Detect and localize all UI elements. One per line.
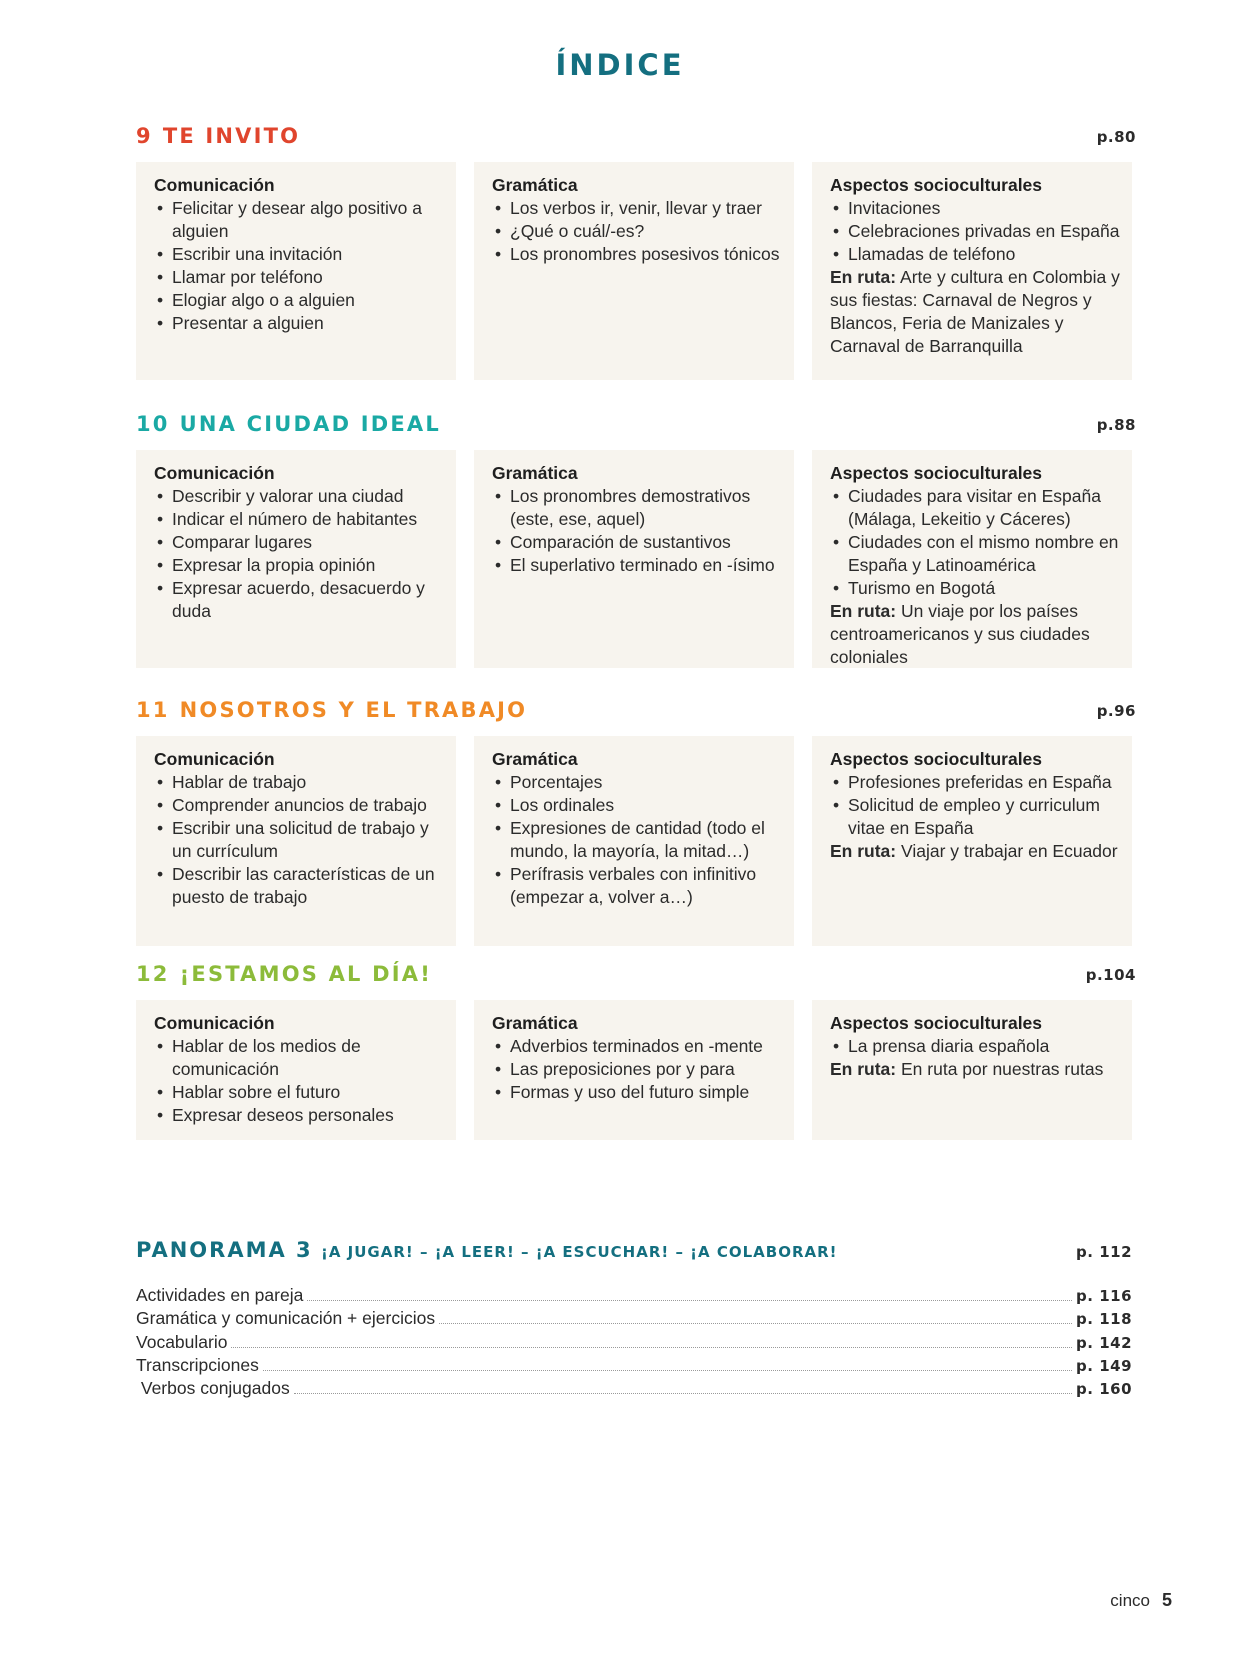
list-item: • Los verbos ir, venir, llevar y traer xyxy=(492,197,782,220)
list-item: • Adverbios terminados en -mente xyxy=(492,1035,782,1058)
comunicacion-panel xyxy=(136,1000,456,1140)
aspectos-panel xyxy=(812,162,1132,380)
panel-heading: Aspectos socioculturales xyxy=(830,463,1043,483)
comunicacion-panel xyxy=(136,736,456,946)
unit-title[interactable] xyxy=(136,124,1132,148)
annex-row[interactable] xyxy=(136,1332,1132,1355)
list-item: • Las preposiciones por y para xyxy=(492,1058,782,1081)
list-item: • La prensa diaria española xyxy=(830,1035,1120,1058)
list-item: • Llamar por teléfono xyxy=(154,266,444,289)
list-item: • Elogiar algo o a alguien xyxy=(154,289,444,312)
comunicacion-panel xyxy=(136,162,456,380)
unit-page-ref[interactable]: p.96 xyxy=(1096,702,1136,720)
unit-header xyxy=(136,412,1136,440)
annex-page-ref: p. 118 xyxy=(1076,1310,1132,1329)
annex-page-ref: p. 149 xyxy=(1076,1356,1132,1375)
list-item: • Hablar de los medios de comunicación xyxy=(154,1035,444,1081)
list-item: • Escribir una invitación xyxy=(154,243,444,266)
aspectos-panel xyxy=(812,450,1132,668)
en-ruta xyxy=(830,1058,1120,1081)
list-item: • Expresar deseos personales xyxy=(154,1104,444,1127)
panel-heading: Gramática xyxy=(492,749,578,769)
leader-dots xyxy=(307,1286,1072,1301)
en-ruta-text: Arte y cultura en Colombia y sus fiestas: Carnaval de Negros y Blancos, Feria de Manizales y Carnaval de Barranquilla xyxy=(830,267,1120,356)
panel-heading: Aspectos socioculturales xyxy=(830,175,1043,195)
list-item: • Ciudades con el mismo nombre en España y Latinoamérica xyxy=(830,531,1120,577)
annex-label: Actividades en pareja xyxy=(136,1285,304,1305)
panel-heading: Gramática xyxy=(492,175,578,195)
leader-dots xyxy=(263,1356,1072,1371)
unit-name: NOSOTROS Y EL TRABAJO xyxy=(179,698,528,722)
list-item: • Expresiones de cantidad (todo el mundo, la mayoría, la mitad…) xyxy=(492,817,782,863)
leader-dots xyxy=(439,1309,1072,1324)
page-number-word: cinco xyxy=(1110,1591,1150,1610)
list-item: • Escribir una solicitud de trabajo y un currículum xyxy=(154,817,444,863)
annex-row[interactable] xyxy=(136,1308,1132,1331)
page-number: 5 xyxy=(1161,1590,1172,1610)
unit-10 xyxy=(136,412,1136,667)
unit-name: ¡ESTAMOS AL DÍA! xyxy=(179,962,433,986)
unit-number: 10 xyxy=(136,412,170,436)
annex-row[interactable] xyxy=(136,1285,1132,1308)
unit-page-ref[interactable]: p.104 xyxy=(1085,966,1136,984)
list-item: • Hablar sobre el futuro xyxy=(154,1081,444,1104)
list-item: • Formas y uso del futuro simple xyxy=(492,1081,782,1104)
panorama-3 xyxy=(136,1238,1132,1268)
annex-label: Transcripciones xyxy=(136,1354,259,1375)
unit-header xyxy=(136,962,1136,990)
gramatica-list xyxy=(492,197,782,266)
aspectos-list xyxy=(830,485,1120,600)
unit-title[interactable] xyxy=(136,698,1132,722)
unit-page-ref[interactable]: p.88 xyxy=(1096,416,1136,434)
gramatica-list xyxy=(492,771,782,909)
list-item: • Los ordinales xyxy=(492,794,782,817)
page-title: ÍNDICE xyxy=(555,48,685,82)
unit-number: 9 xyxy=(136,124,153,148)
unit-header xyxy=(136,124,1136,152)
unit-name: UNA CIUDAD IDEAL xyxy=(179,412,441,436)
en-ruta-label: En ruta: xyxy=(830,267,897,287)
aspectos-list xyxy=(830,771,1120,840)
aspectos-panel xyxy=(812,1000,1132,1140)
list-item: • Perífrasis verbales con infinitivo (empezar a, volver a…) xyxy=(492,863,782,909)
unit-number: 11 xyxy=(136,698,170,722)
panel-heading: Comunicación xyxy=(154,1013,275,1033)
list-item: • Los pronombres demostrativos (este, ese, aquel) xyxy=(492,485,782,531)
panorama-page-ref[interactable]: p. 112 xyxy=(1076,1243,1132,1261)
gramatica-list xyxy=(492,485,782,577)
comunicacion-list xyxy=(154,1035,444,1127)
list-item: • ¿Qué o cuál/-es? xyxy=(492,220,782,243)
list-item: • Comparación de sustantivos xyxy=(492,531,782,554)
annex-row[interactable] xyxy=(136,1378,1132,1401)
annex-row[interactable] xyxy=(136,1355,1132,1378)
list-item: • Ciudades para visitar en España (Málaga, Lekeitio y Cáceres) xyxy=(830,485,1120,531)
list-item: • Felicitar y desear algo positivo a alguien xyxy=(154,197,444,243)
list-item: • Porcentajes xyxy=(492,771,782,794)
aspectos-list xyxy=(830,197,1120,266)
list-item: • Expresar la propia opinión xyxy=(154,554,444,577)
list-item: • Hablar de trabajo xyxy=(154,771,444,794)
en-ruta-label: En ruta: xyxy=(830,841,897,861)
annex-label: Vocabulario xyxy=(136,1331,228,1352)
list-item: • Turismo en Bogotá xyxy=(830,577,1120,600)
comunicacion-list xyxy=(154,197,444,335)
en-ruta-label: En ruta: xyxy=(830,601,897,621)
en-ruta xyxy=(830,600,1120,669)
annex-page-ref: p. 160 xyxy=(1076,1380,1132,1399)
unit-header xyxy=(136,698,1136,726)
list-item: • Solicitud de empleo y curriculum vitae en España xyxy=(830,794,1120,840)
unit-12 xyxy=(136,962,1136,1125)
en-ruta-text: En ruta por nuestras rutas xyxy=(901,1059,1104,1079)
panel-heading: Comunicación xyxy=(154,175,275,195)
en-ruta-text: Un viaje por los países centroamericanos y sus ciudades coloniales xyxy=(830,601,1090,667)
page-footer xyxy=(1110,1590,1172,1611)
list-item: • Celebraciones privadas en España xyxy=(830,220,1120,243)
en-ruta xyxy=(830,840,1120,863)
gramatica-panel xyxy=(474,162,794,380)
list-item: • Invitaciones xyxy=(830,197,1120,220)
annex-label: Verbos conjugados xyxy=(136,1378,290,1399)
annex-page-ref: p. 142 xyxy=(1076,1333,1132,1352)
unit-11 xyxy=(136,698,1136,907)
aspectos-list xyxy=(830,1035,1120,1058)
list-item: • Describir y valorar una ciudad xyxy=(154,485,444,508)
list-item: • Los pronombres posesivos tónicos xyxy=(492,243,782,266)
unit-number: 12 xyxy=(136,962,170,986)
gramatica-panel xyxy=(474,450,794,668)
leader-dots xyxy=(294,1379,1072,1394)
comunicacion-list xyxy=(154,485,444,623)
panel-heading: Aspectos socioculturales xyxy=(830,749,1043,769)
list-item: • El superlativo terminado en -ísimo xyxy=(492,554,782,577)
annex-label: Gramática y comunicación + ejercicios xyxy=(136,1308,436,1329)
unit-9 xyxy=(136,124,1136,356)
unit-page-ref[interactable]: p.80 xyxy=(1096,128,1136,146)
list-item: • Expresar acuerdo, desacuerdo y duda xyxy=(154,577,444,623)
gramatica-panel xyxy=(474,736,794,946)
leader-dots xyxy=(231,1333,1072,1348)
annex-list xyxy=(136,1285,1132,1401)
list-item: • Presentar a alguien xyxy=(154,312,444,335)
panel-heading: Gramática xyxy=(492,1013,578,1033)
panel-heading: Gramática xyxy=(492,463,578,483)
en-ruta-text: Viajar y trabajar en Ecuador xyxy=(901,841,1118,861)
annex-page-ref: p. 116 xyxy=(1076,1287,1132,1305)
panel-heading: Aspectos socioculturales xyxy=(830,1013,1043,1033)
list-item: • Comparar lugares xyxy=(154,531,444,554)
comunicacion-list xyxy=(154,771,444,909)
gramatica-panel xyxy=(474,1000,794,1140)
panorama-title[interactable]: PANORAMA 3 xyxy=(136,1238,313,1262)
panel-heading: Comunicación xyxy=(154,749,275,769)
list-item: • Describir las características de un puesto de trabajo xyxy=(154,863,444,909)
en-ruta-label: En ruta: xyxy=(830,1059,897,1079)
en-ruta xyxy=(830,266,1120,358)
comunicacion-panel xyxy=(136,450,456,668)
panorama-subtitle: ¡A JUGAR! – ¡A LEER! – ¡A ESCUCHAR! – ¡A COLABORAR! xyxy=(321,1243,838,1261)
panel-heading: Comunicación xyxy=(154,463,275,483)
unit-title[interactable] xyxy=(136,962,1132,986)
aspectos-panel xyxy=(812,736,1132,946)
list-item: • Profesiones preferidas en España xyxy=(830,771,1120,794)
unit-title[interactable] xyxy=(136,412,1132,436)
gramatica-list xyxy=(492,1035,782,1104)
list-item: • Indicar el número de habitantes xyxy=(154,508,444,531)
list-item: • Comprender anuncios de trabajo xyxy=(154,794,444,817)
unit-name: TE INVITO xyxy=(162,124,301,148)
list-item: • Llamadas de teléfono xyxy=(830,243,1120,266)
